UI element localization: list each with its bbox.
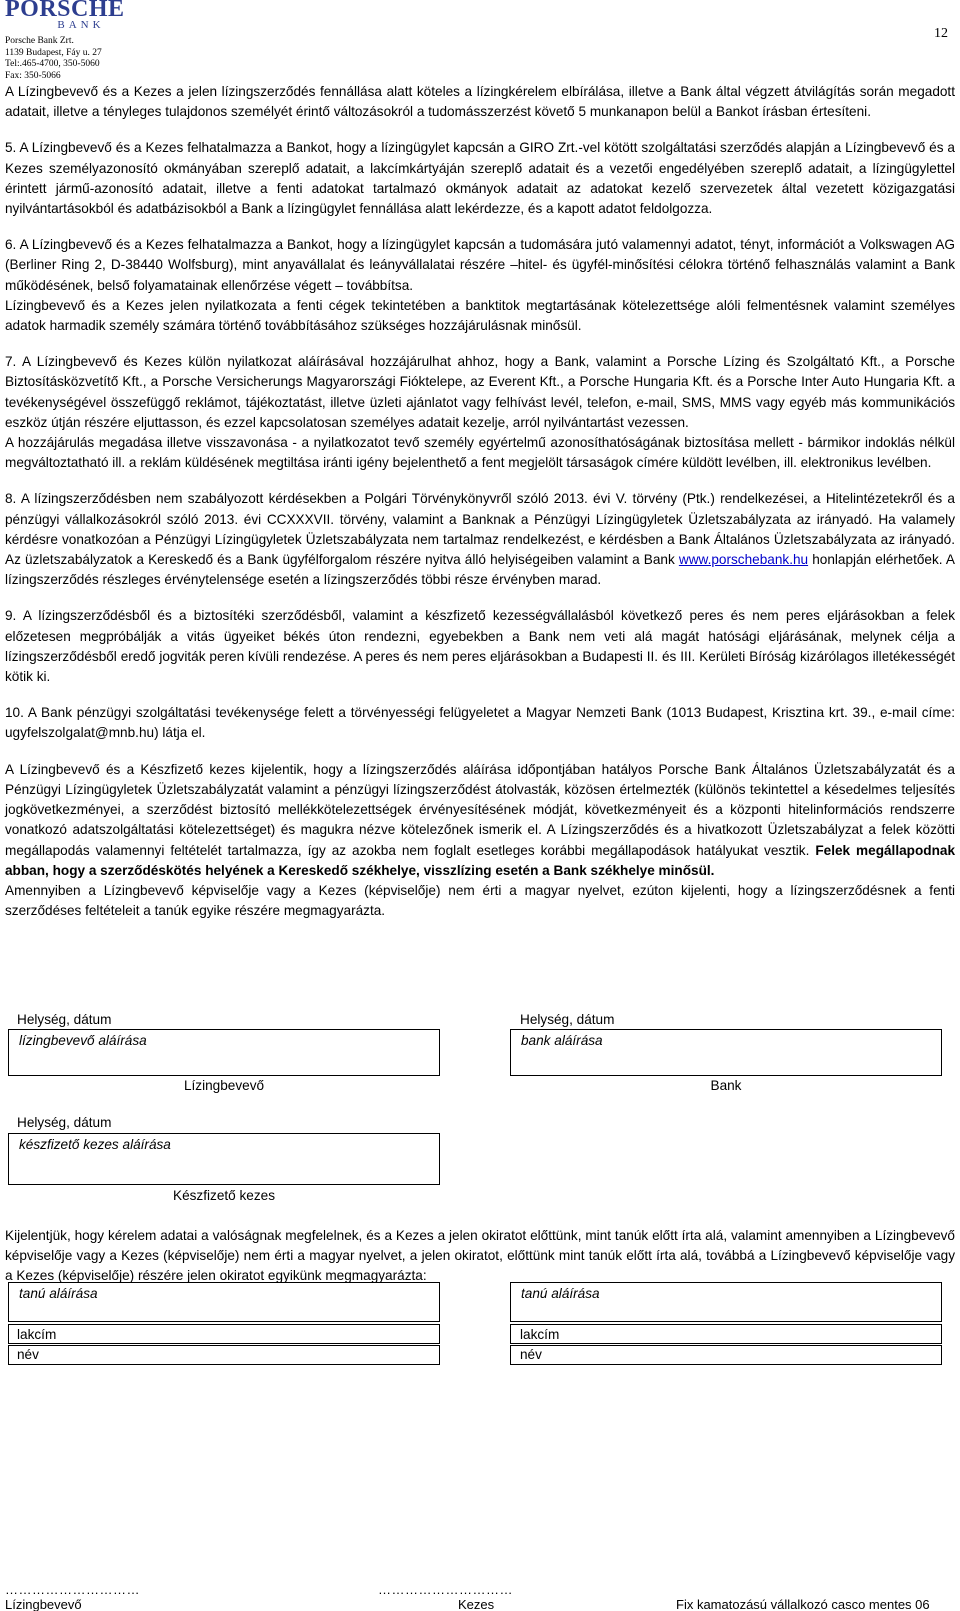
paragraph-7a: 7. A Lízingbevevő és Kezes külön nyilatkozat aláírásával hozzájárulhat ahhoz, hogy a Bank, valamint a Porsche Lízing és Szolgáltató Kft., a Porsche Biztosításközvetítő Kft., a Porsche Versicherungs Magyarországi Fióktelepe, az Everent Kft., a Porsche Hungaria Kft. és a Porsche Inter Auto Hungaria Kft. a tevékenységével összefüggő reklámot, tájékoztatást, illetve üzleti ajánlatot vagy felhívást levél, telefon, e-mail, SMS, MMS vagy egyéb más kommunikációs eszköz útján részére eljuttasson, és ezzel kapcsolatosan személyes adatait kezelje, arról nyilvántartást vezessen.: [5, 354, 955, 430]
guarantor-signature-placeholder: készfizető kezes aláírása: [19, 1137, 171, 1152]
porsche-bank-logo: [5, 0, 165, 82]
paragraph-7b: A hozzájárulás megadása illetve visszavonása - a nyilatkozatot tevő személy egyértelmű azonosíthatóságának biztosítása mellett - bármikor indoklás nélkül megváltoztatható ill. a reklám küldésének megtiltása iránti igény bejelenthető a fent megjelölt társaságok címére küldött levélben, ill. elektronikus levélben.: [5, 435, 955, 471]
paragraph-8-text: 8. A lízingszerződésben nem szabályozott kérdésekben a Polgári Törvénykönyvről szóló 2013. évi V. törvény (Ptk.) rendelkezései, a Hitelintézetekről és a pénzügyi vállalkozásokról szóló 2013. évi CCXXXVII. törvény, valamint a Banknak a Pénzügyi Lízingügyletek Üzletszabályzata az irányadó. Ha valamely kérdésre vonatkozóan a Pénzügyi Lízingügyletek Üzletszabályzata nem tartalmaz rendelkezést, e kérdésben a Bank Általános Üzletszabályzata az irányadó. Az üzletszabályzatok a Kereskedő és a Bank ügyfélforgalom részére nyitva álló helyiségeiben valamint a Bank: [5, 491, 955, 568]
footer-lessee: [5, 1582, 140, 1611]
footer-guarantor-label: Kezes: [458, 1597, 495, 1611]
witness-1-name-field[interactable]: [8, 1345, 440, 1365]
footer-lessee-dots: …………………………: [5, 1582, 140, 1597]
paragraph-language: Amennyiben a Lízingbevevő képviselője vagy a Kezes (képviselője) nem érti a magyar nyelvet, ezúton kijelenti, hogy a lízingszerződésnek a fenti szerződéses feltételeit a tanúk egyike részére megmagyarázta.: [5, 882, 955, 919]
footer-document-name: Fix kamatozású vállalkozó casco mentes 06: [676, 1597, 930, 1611]
guarantor-caption: Készfizető kezes: [173, 1188, 275, 1203]
logo-subtitle: BANK: [57, 19, 105, 31]
lessee-caption: Lízingbevevő: [183, 1078, 265, 1093]
bank-signature-placeholder: bank aláírása: [521, 1033, 603, 1048]
porschebank-link[interactable]: www.porschebank.hu: [678, 552, 809, 568]
paragraph-8: [5, 489, 955, 590]
lessee-signature-box[interactable]: [8, 1029, 440, 1076]
paragraph-intro: A Lízingbevevő és a Kezes a jelen lízingszerződés fennállása alatt köteles a lízingkérelem elbírálása, illetve a Bank által végzett átvilágítás során megadott adatait, illetve a tényleges tulajdonos személyét érintő változásokról a tudomásszerzést követő 5 munkanapon belül a Bankot írásban értesíteni.: [5, 84, 955, 120]
lessee-place-date-label: Helység, dátum: [17, 1012, 112, 1027]
paragraph-5: 5. A Lízingbevevő és a Kezes felhatalmazza a Bankot, hogy a lízingügylet kapcsán a GIRO Zrt.-vel kötött szolgáltatási szerződés alapján a Lízingbevevő és a Kezes személyazonosító okmányában szereplő adatait, a lakcímkártyáján szereplő adatait és a vezetői engedélyében szereplő adatait, a lízingügylettel érintett jármű-azonosító adatait, illetve a fenti adatokat tartalmazó okmányok adatait az adatokat kezelő szervezetek által vezetett közigazgatási nyilvántartásokból és adatbázisokból a Bank a lízingügylet fennállása alatt lekérdezze, és a kapott adatot feldolgozza.: [5, 140, 955, 217]
paragraph-6b: Lízingbevevő és a Kezes jelen nyilatkozata a fenti cégek tekintetében a banktitok megtartásának kötelezettsége alóli felmentésnek valamint személyes adatok harmadik személy számára történő továbbításához szükséges hozzájárulásnak minősül.: [5, 297, 955, 334]
bank-signature-box[interactable]: [510, 1029, 942, 1076]
contract-body: [5, 82, 955, 921]
witness-statement: Kijelentjük, hogy kérelem adatai a valóságnak megfelelnek, és a Kezes a jelen okiratot előttünk, mint tanúk előtt írta alá, valamint amennyiben a Lízingbevevő képviselője vagy a Kezes (képviselője) nem érti a magyar nyelvet, a jelen okiratot, előttünk mint tanúk előtt írta alá, továbbá a Lízingbevevő képviselője vagy a Kezes (képviselője) részére jelen okiratot egyikünk megmagyarázta:: [5, 1228, 955, 1284]
company-name: Porsche Bank Zrt.: [5, 36, 74, 46]
guarantor-place-date-label: Helység, dátum: [17, 1115, 112, 1130]
witness-1-signature-box[interactable]: [8, 1282, 440, 1322]
witness-2-name-field[interactable]: [510, 1345, 942, 1365]
witness-1-address-label: lakcím: [17, 1327, 57, 1342]
company-address-block: [5, 36, 165, 82]
guarantor-signature-box[interactable]: [8, 1133, 440, 1185]
lessee-signature-placeholder: lízingbevevő aláírása: [19, 1033, 147, 1048]
declaration-text: A Lízingbevevő és a Készfizető kezes kijelentik, hogy a lízingszerződés aláírása időpontjában hatályos Porsche Bank Általános Üzletszabályzatát és a Pénzügyi Lízingügyletek Üzletszabályzatát valamint a pénzügyi lízingszerződést átolvasták, közösen értelmezték (különös tekintettel a késedelmes teljesítés jogkövetkezményei, a szerződést biztosító mellékkötelezettségek érvényesítésének módját, következményeit és a központi hitelinformációs rendszerre vonatkozó adatszolgáltatási kötelezettséget) és magukra nézve kötelezőnek ismerik el. A Lízingszerződés és a hivatkozott Üzletszabályzat a felek közötti megállapodás valamennyi feltételét tartalmazza, így az azokba nem foglalt esetleges korábbi megállapodások hatályukat vesztik.: [5, 761, 955, 858]
company-tel: Tel:.465-4700, 350-5060: [5, 59, 100, 70]
witness-2-name-label: név: [520, 1347, 542, 1362]
footer-guarantor-dots: …………………………: [378, 1582, 513, 1597]
footer-lessee-label: Lízingbevevő: [5, 1597, 82, 1611]
page-number: 12: [934, 26, 948, 41]
witness-1-name-label: név: [17, 1347, 39, 1362]
bank-caption: Bank: [710, 1078, 742, 1093]
logo-wordmark: PORSCHE: [5, 0, 125, 22]
bank-place-date-label: Helység, dátum: [520, 1012, 615, 1027]
witness-2-address-field[interactable]: [510, 1324, 942, 1344]
paragraph-10: 10. A Bank pénzügyi szolgáltatási tevékenysége felett a törvényességi felügyeletet a Magyar Nemzeti Bank (1013 Budapest, Krisztina krt. 39., e-mail címe: ugyfelszolgalat@mnb.hu) látja el.: [5, 705, 955, 741]
witness-1-address-field[interactable]: [8, 1324, 440, 1344]
paragraph-9: 9. A lízingszerződésből és a biztosítéki szerződésből, valamint a készfizető kezességvállalásból következő peres és nem peres eljárásokban a felek előzetesen megpróbálják a vitás ügyeiket békés úton rendezni, egyebekben a Bank nem veti alá magát hatósági eljárásának, melynek célja a lízingszerződésből eredő jogviták peren kívüli rendezése. A peres és nem peres eljárásokban a Budapesti II. és III. Kerületi Bíróság kizárólagos illetékességét kötik ki.: [5, 608, 955, 685]
declaration-bold-text: Felek megállapodnak abban, hogy a szerződéskötés helyének a Kereskedő székhelye, visszlízing esetén a Bank székhelye minősül.: [5, 842, 956, 878]
paragraph-6a: 6. A Lízingbevevő és a Kezes felhatalmazza a Bankot, hogy a lízingügylet kapcsán a tudomására jutó valamennyi adatot, tényt, információt a Volkswagen AG (Berliner Ring 2, D-38440 Wolfsburg), mint anyavállalat és leányvállalatai részére –hitel- és ügyfél-minősítési célokra történő felhasználás valamint a Bank működésének, belső folyamatainak ellenőrzése végett – továbbítsa.: [5, 237, 955, 293]
witness-1-signature-placeholder: tanú aláírása: [19, 1286, 98, 1301]
footer-guarantor: [378, 1582, 513, 1611]
witness-2-address-label: lakcím: [520, 1327, 560, 1342]
witness-2-signature-box[interactable]: [510, 1282, 942, 1322]
company-fax: Fax: 350-5066: [5, 70, 61, 81]
witness-2-signature-placeholder: tanú aláírása: [521, 1286, 600, 1301]
company-address: 1139 Budapest, Fáy u. 27: [5, 47, 102, 58]
paragraph-declaration: [5, 760, 955, 881]
paragraph-8-tail: honlapján elérhetőek. A lízingszerződés részleges érvénytelensége esetén a lízingszerződés többi része érvényben marad.: [5, 552, 955, 588]
